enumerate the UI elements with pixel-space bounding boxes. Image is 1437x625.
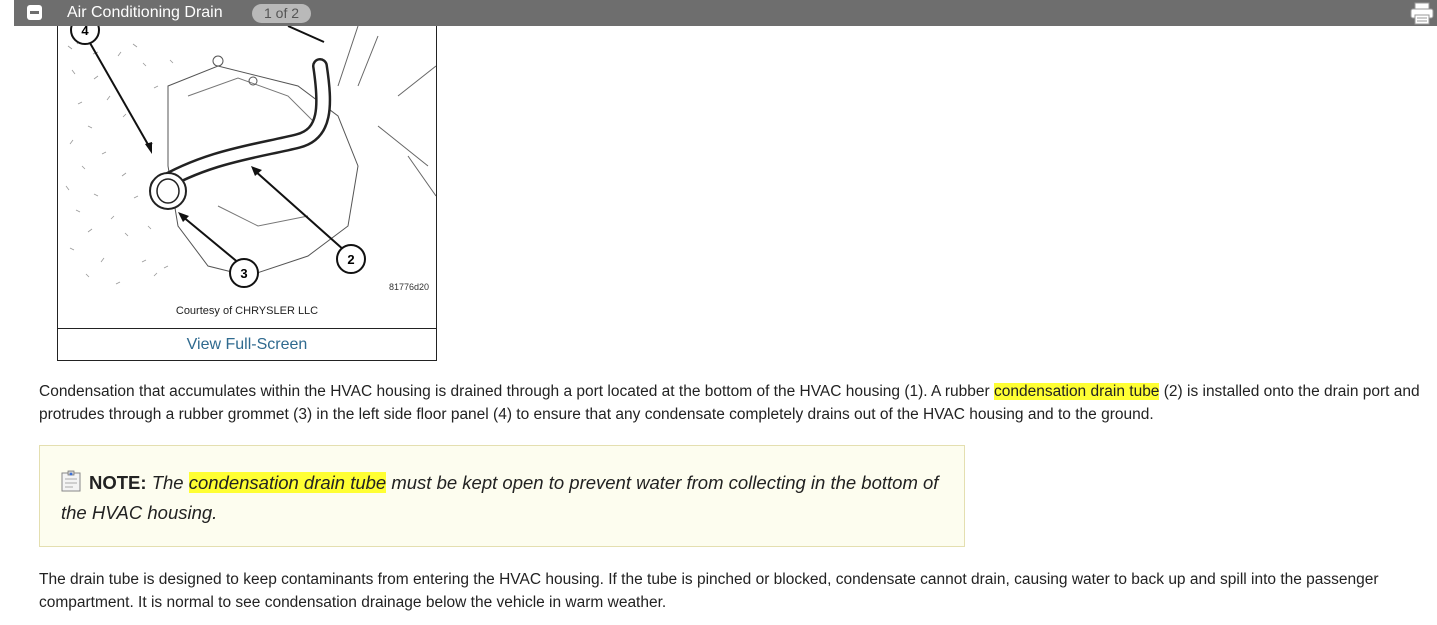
note-clipboard-icon <box>61 470 81 492</box>
note-box <box>39 445 965 547</box>
note-text: The <box>146 472 189 493</box>
figure-panel <box>57 26 437 361</box>
note-label: NOTE: <box>89 472 147 493</box>
search-highlight: condensation drain tube <box>993 383 1160 400</box>
figure-courtesy: Courtesy of CHRYSLER LLC <box>175 305 319 317</box>
figure-code: 81776d20 <box>389 282 430 292</box>
callout-2: 2 <box>347 252 355 267</box>
minus-square-icon[interactable] <box>27 5 42 20</box>
section-title: Air Conditioning Drain <box>67 4 223 21</box>
paragraph-text: (2) is installed onto the drain port and protrudes through a rubber grommet (3) in the left side floor panel (4) to ensure that any condensate completely drains out of the HVAC housing and to the ground. <box>39 383 1420 423</box>
printer-icon[interactable] <box>1409 0 1435 26</box>
description-paragraph <box>39 380 1431 426</box>
callout-4: 4 <box>81 26 89 38</box>
view-fullscreen-link[interactable]: View Full-Screen <box>186 336 308 353</box>
section-header-bar <box>14 0 1437 26</box>
description-paragraph: The drain tube is designed to keep contaminants from entering the HVAC housing. If the tube is pinched or blocked, condensate cannot drain, causing water to back up and spill into the passenger compartment. It is normal to see condensation drainage below the vehicle in warm weather. <box>39 571 1379 611</box>
callout-3: 3 <box>240 266 248 281</box>
figure-divider <box>58 328 436 329</box>
page-indicator-badge: 1 of 2 <box>252 4 311 23</box>
paragraph-text: Condensation that accumulates within the HVAC housing is drained through a port located at the bottom of the HVAC housing (1). A rubber <box>39 383 994 400</box>
note-text: must be kept open to prevent water from collecting in the bottom of the HVAC housing. <box>61 472 939 523</box>
drain-tube-illustration <box>58 26 436 296</box>
search-highlight: condensation drain tube <box>188 472 387 493</box>
